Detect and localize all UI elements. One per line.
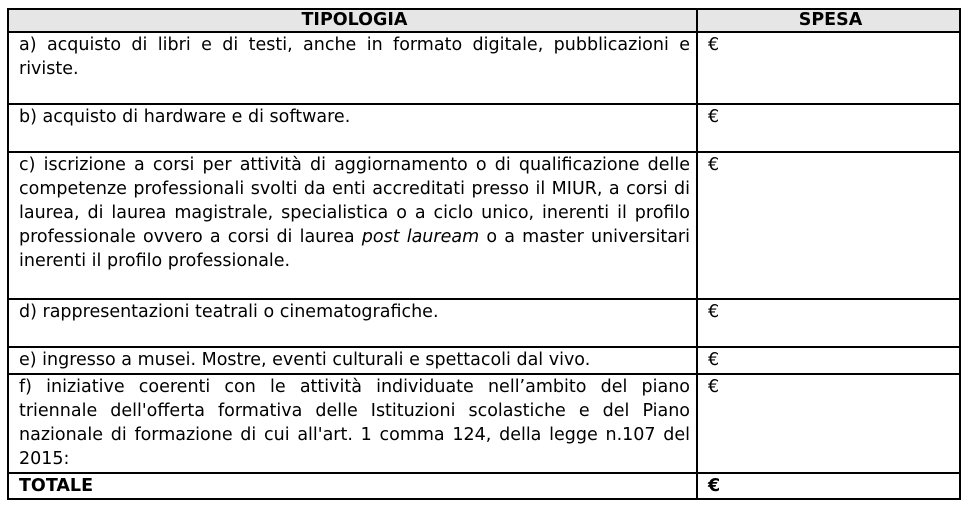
row-b-amount-field[interactable]: €: [697, 104, 960, 152]
row-e-amount-field[interactable]: €: [697, 347, 960, 374]
row-a-description: a) acquisto di libri e di testi, anche in formato digitale, pubblicazioni e riviste.: [8, 32, 697, 104]
row-c-amount-field[interactable]: €: [697, 152, 960, 299]
row-c-text: c) iscrizione a corsi per attività di aggiornamento o di qualificazione delle competenze professionali svolti da enti accreditati presso il MIUR, a corsi di laurea, di laurea magistrale, specialistica o a ciclo unico, inerenti il profilo professionale ovvero a corsi di laurea: [19, 155, 690, 247]
row-b-description: b) acquisto di hardware e di software.: [8, 104, 697, 152]
table-row: [8, 347, 960, 374]
column-header-tipologia: TIPOLOGIA: [8, 9, 697, 32]
row-e-description: e) ingresso a musei. Mostre, eventi culturali e spettacoli dal vivo.: [8, 347, 697, 374]
row-f-amount-field[interactable]: €: [697, 374, 960, 473]
table-row: [8, 104, 960, 152]
row-c-description: [8, 152, 697, 299]
table-row: [8, 374, 960, 473]
total-row: [8, 473, 960, 499]
expense-table: [7, 8, 961, 500]
total-amount-field[interactable]: €: [697, 473, 960, 499]
row-a-amount-field[interactable]: €: [697, 32, 960, 104]
row-c-text-end: o a master universitari inerenti il profilo professionale.: [19, 227, 690, 271]
row-f-description: f) iniziative coerenti con le attività individuate nell’ambito del piano triennale dell'offerta formativa delle Istituzioni scolastiche e del Piano nazionale di formazione di cui all'art. 1 comma 124, della legge n.107 del 2015:: [8, 374, 697, 473]
row-c-italic-text: post lauream: [361, 227, 480, 247]
table-row: [8, 152, 960, 299]
table-row: [8, 299, 960, 347]
table-header-row: [8, 9, 960, 32]
table-row: [8, 32, 960, 104]
total-label: TOTALE: [8, 473, 697, 499]
row-d-amount-field[interactable]: €: [697, 299, 960, 347]
column-header-spesa: SPESA: [697, 9, 960, 32]
row-d-description: d) rappresentazioni teatrali o cinematografiche.: [8, 299, 697, 347]
